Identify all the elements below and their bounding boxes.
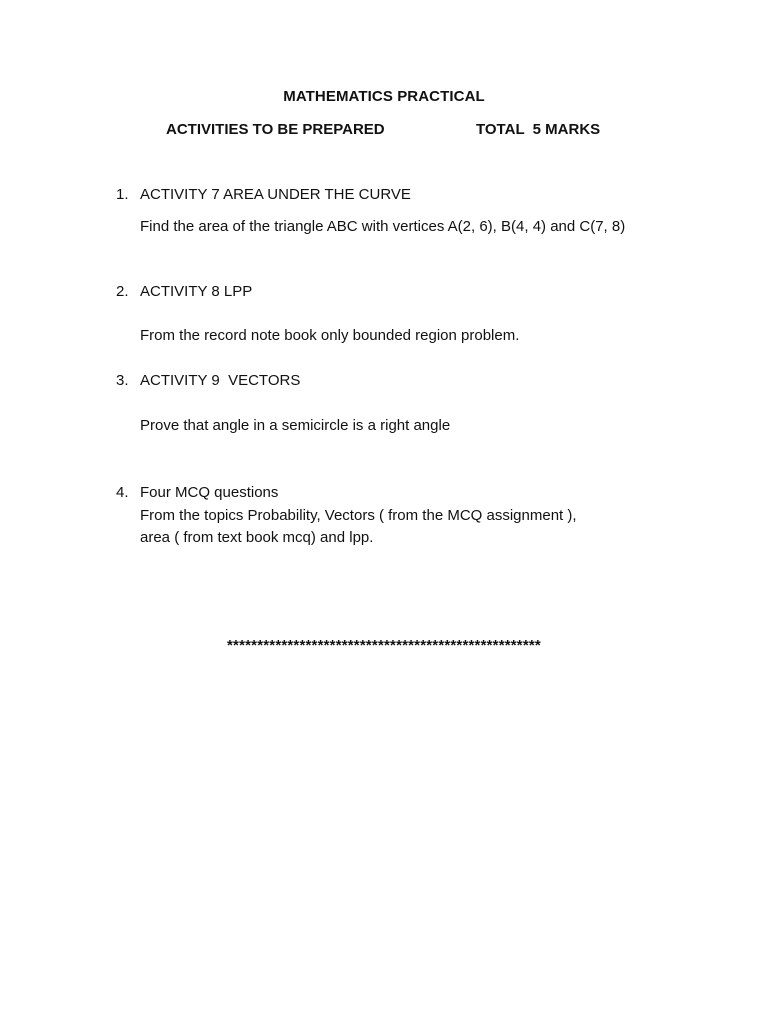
subtitle-activities: ACTIVITIES TO BE PREPARED: [166, 121, 385, 138]
item-1-heading: ACTIVITY 7 AREA UNDER THE CURVE: [140, 186, 411, 203]
item-2-heading: ACTIVITY 8 LPP: [140, 283, 253, 300]
item-3-number: 3.: [116, 372, 129, 389]
item-4-line-1: From the topics Probability, Vectors ( from the MCQ assignment ),: [140, 507, 577, 524]
item-3-line-1: Prove that angle in a semicircle is a right angle: [140, 417, 451, 434]
item-2-line-1: From the record note book only bounded region problem.: [140, 327, 520, 344]
item-3-heading: ACTIVITY 9 VECTORS: [140, 372, 301, 389]
separator-stars: ****************************************************: [227, 637, 541, 654]
item-4-line-2: area ( from text book mcq) and lpp.: [140, 529, 374, 546]
item-4-heading: Four MCQ questions: [140, 484, 279, 501]
item-2-number: 2.: [116, 283, 129, 300]
item-4-number: 4.: [116, 484, 129, 501]
document-title: MATHEMATICS PRACTICAL: [283, 88, 485, 105]
subtitle-total-marks: TOTAL 5 MARKS: [476, 121, 601, 138]
item-1-number: 1.: [116, 186, 129, 203]
item-1-line-1: Find the area of the triangle ABC with vertices A(2, 6), B(4, 4) and C(7, 8): [140, 218, 626, 235]
